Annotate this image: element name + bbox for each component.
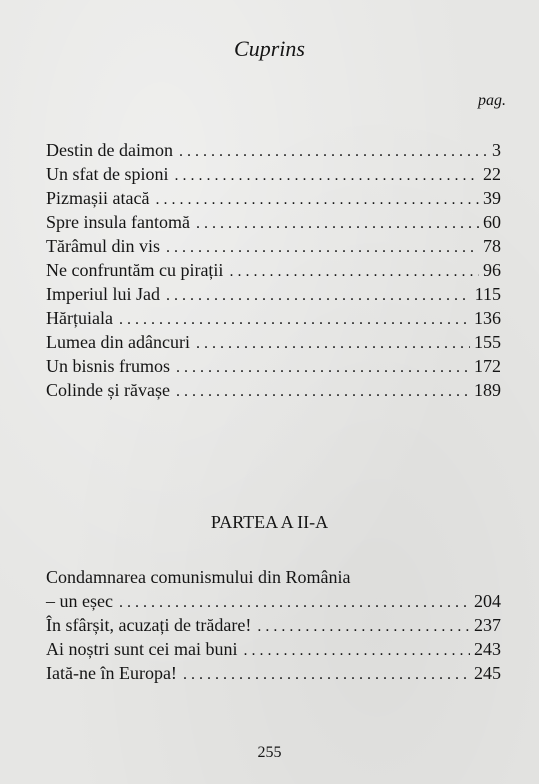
toc-entry-title: Pizmașii atacă: [46, 188, 150, 208]
dot-leader: [176, 380, 470, 404]
toc-part-two: [46, 565, 501, 685]
dot-leader: [119, 591, 470, 615]
dot-leader: [176, 356, 470, 380]
toc-entry-title: Imperiul lui Jad: [46, 284, 160, 304]
toc-entry: [46, 613, 501, 637]
dot-leader: [243, 639, 470, 663]
toc-entry-page: 237: [474, 615, 501, 635]
toc-entry-title: Ne confruntăm cu pirații: [46, 260, 224, 280]
toc-entry-title: – un eșec: [46, 591, 113, 611]
dot-leader: [166, 236, 479, 260]
page-title: Cuprins: [234, 36, 305, 61]
toc-entry-page: 245: [474, 663, 501, 683]
toc-entry-title: Un bisnis frumos: [46, 356, 171, 376]
toc-entry: [46, 162, 501, 186]
toc-entry: [46, 210, 501, 234]
toc-entry-page: 155: [474, 332, 501, 352]
toc-entry: [46, 234, 501, 258]
toc-entry-title: Spre insula fantomă: [46, 212, 190, 232]
toc-entry-title-line: Condamnarea comunismului din România: [46, 567, 351, 587]
toc-entry-title: Ai noștri sunt cei mai buni: [46, 639, 238, 659]
dot-leader: [174, 164, 479, 188]
dot-leader: [183, 663, 470, 687]
toc-entry-title: Destin de daimon: [46, 140, 173, 160]
toc-entry-page: 60: [483, 212, 501, 232]
dot-leader: [229, 260, 479, 284]
page-column-label: pag.: [478, 92, 506, 109]
toc-entry: [46, 637, 501, 661]
dot-leader: [119, 308, 470, 332]
toc-entry-page: 204: [474, 591, 501, 611]
dot-leader: [196, 332, 470, 356]
toc-entry-title: Lumea din adâncuri: [46, 332, 190, 352]
toc-entry: [46, 354, 501, 378]
toc-entry-title: Colinde și răvașe: [46, 380, 170, 400]
toc-entry-page: 136: [474, 308, 501, 328]
toc-entry-title: Tărâmul din vis: [46, 236, 160, 256]
toc-entry-title: Hărțuiala: [46, 308, 113, 328]
toc-entry: [46, 186, 501, 210]
toc-entry-page: 22: [483, 164, 501, 184]
toc-entry-page: 3: [492, 140, 501, 160]
toc-entry: [46, 661, 501, 685]
toc-entry-page: 78: [483, 236, 501, 256]
toc-entry-title: Iată-ne în Europa!: [46, 663, 177, 683]
dot-leader: [179, 140, 488, 164]
toc-entry-page: 243: [474, 639, 501, 659]
toc-entry-page: 189: [474, 380, 501, 400]
dot-leader: [257, 615, 470, 639]
toc-entry: [46, 258, 501, 282]
toc-entry-title: Un sfat de spioni: [46, 164, 169, 184]
toc-entry: [46, 306, 501, 330]
dot-leader: [166, 284, 471, 308]
dot-leader: [196, 212, 479, 236]
toc-entry: [46, 589, 501, 613]
part-two-heading: PARTEA A II-A: [210, 512, 329, 532]
toc-entry: [46, 330, 501, 354]
toc-entry-page: 115: [474, 284, 501, 304]
toc-entry: [46, 378, 501, 402]
dot-leader: [155, 188, 479, 212]
toc-part-one: [46, 138, 501, 402]
toc-entry: [46, 138, 501, 162]
toc-entry-title: În sfârșit, acuzați de trădare!: [46, 615, 252, 635]
toc-entry-page: 172: [474, 356, 501, 376]
toc-entry-page: 39: [483, 188, 501, 208]
page-number: 255: [257, 744, 282, 761]
toc-entry-page: 96: [483, 260, 501, 280]
toc-entry: [46, 282, 501, 306]
